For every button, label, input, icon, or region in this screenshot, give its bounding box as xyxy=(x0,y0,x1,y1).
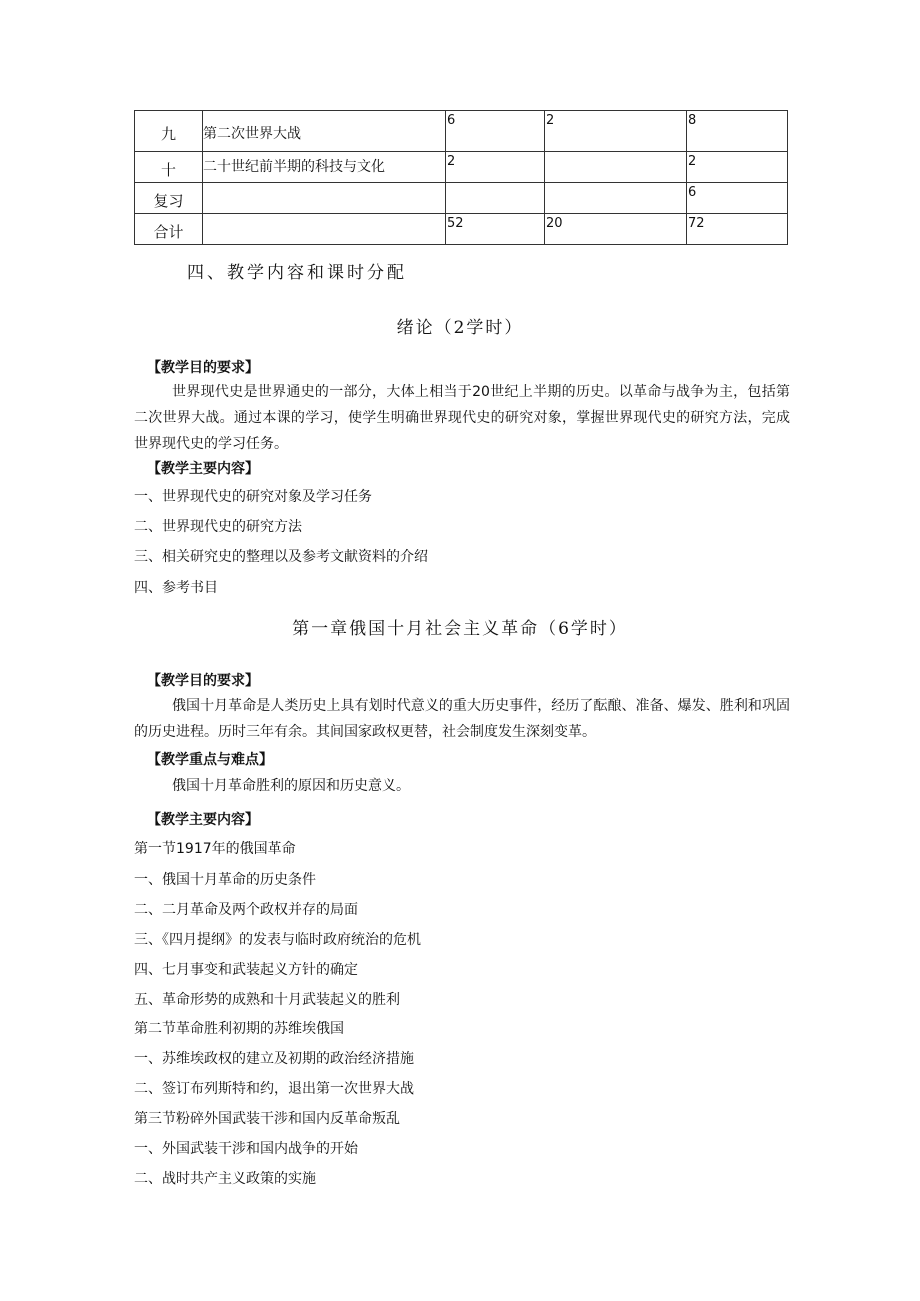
list-item: 一、俄国十月革命的历史条件 xyxy=(134,872,316,888)
section-line: 第三节粉碎外国武装干涉和国内反革命叛乱 xyxy=(134,1111,400,1127)
list-item: 五、革命形势的成熟和十月武装起义的胜利 xyxy=(134,992,400,1008)
practice-hours-cell xyxy=(545,183,687,214)
list-item: 四、七月事变和武装起义方针的确定 xyxy=(134,962,358,978)
table-row xyxy=(135,111,788,152)
row-number-cell: 复习 xyxy=(135,183,203,214)
chapter1-goal-label: 【教学目的要求】 xyxy=(147,673,259,689)
chapter1-key-label: 【教学重点与难点】 xyxy=(147,752,273,768)
list-item: 三、相关研究史的整理以及参考文献资料的介绍 xyxy=(134,549,428,565)
row-title-cell xyxy=(203,183,446,214)
section-heading: 四、教学内容和课时分配 xyxy=(187,263,407,283)
total-hours-cell: 2 xyxy=(687,152,788,183)
chapter1-goal-text: 俄国十月革命是人类历史上具有划时代意义的重大历史事件，经历了酝酿、准备、爆发、胜利和巩固的历史进程。历时三年有余。其间国家政权更替，社会制度发生深刻变革。 xyxy=(134,698,790,740)
lecture-hours-cell: 6 xyxy=(446,111,545,152)
lecture-hours-cell: 2 xyxy=(446,152,545,183)
list-item: 二、二月革命及两个政权并存的局面 xyxy=(134,902,358,918)
intro-title: 绪论（2学时） xyxy=(396,318,524,338)
chapter1-key-text: 俄国十月革命胜利的原因和历史意义。 xyxy=(172,778,410,794)
table-row xyxy=(135,214,788,245)
chapter1-content-label: 【教学主要内容】 xyxy=(147,812,259,828)
row-title-cell: 二十世纪前半期的科技与文化 xyxy=(203,152,446,183)
intro-content-label: 【教学主要内容】 xyxy=(147,461,259,477)
total-hours-cell: 72 xyxy=(687,214,788,245)
table-row xyxy=(135,183,788,214)
list-item: 一、世界现代史的研究对象及学习任务 xyxy=(134,489,372,505)
total-hours-cell: 8 xyxy=(687,111,788,152)
row-number-cell: 十 xyxy=(135,152,203,183)
section-line: 第二节革命胜利初期的苏维埃俄国 xyxy=(134,1021,344,1037)
course-hours-table xyxy=(134,110,788,245)
lecture-hours-cell xyxy=(446,183,545,214)
list-item: 一、外国武装干涉和国内战争的开始 xyxy=(134,1141,358,1157)
intro-goal-label: 【教学目的要求】 xyxy=(147,360,259,376)
row-number-cell: 合计 xyxy=(135,214,203,245)
table-row xyxy=(135,152,788,183)
practice-hours-cell: 20 xyxy=(545,214,687,245)
intro-goal-text: 世界现代史是世界通史的一部分，大体上相当于20世纪上半期的历史。以革命与战争为主，包括第二次世界大战。通过本课的学习，使学生明确世界现代史的研究对象，掌握世界现代史的研究方法，完成世界现代史的学习任务。 xyxy=(134,384,790,452)
list-item: 三、《四月提纲》的发表与临时政府统治的危机 xyxy=(134,932,421,948)
list-item: 四、参考书目 xyxy=(134,580,218,596)
list-item: 一、苏维埃政权的建立及初期的政治经济措施 xyxy=(134,1051,414,1067)
list-item: 二、战时共产主义政策的实施 xyxy=(134,1171,316,1187)
lecture-hours-cell: 52 xyxy=(446,214,545,245)
row-title-cell: 第二次世界大战 xyxy=(203,111,446,152)
row-number-cell: 九 xyxy=(135,111,203,152)
chapter1-title: 第一章俄国十月社会主义革命（6学时） xyxy=(292,619,628,639)
list-item: 二、签订布列斯特和约，退出第一次世界大战 xyxy=(134,1081,414,1097)
practice-hours-cell: 2 xyxy=(545,111,687,152)
list-item: 二、世界现代史的研究方法 xyxy=(134,519,302,535)
practice-hours-cell xyxy=(545,152,687,183)
row-title-cell xyxy=(203,214,446,245)
total-hours-cell: 6 xyxy=(687,183,788,214)
section-line: 第一节1917年的俄国革命 xyxy=(134,841,296,857)
